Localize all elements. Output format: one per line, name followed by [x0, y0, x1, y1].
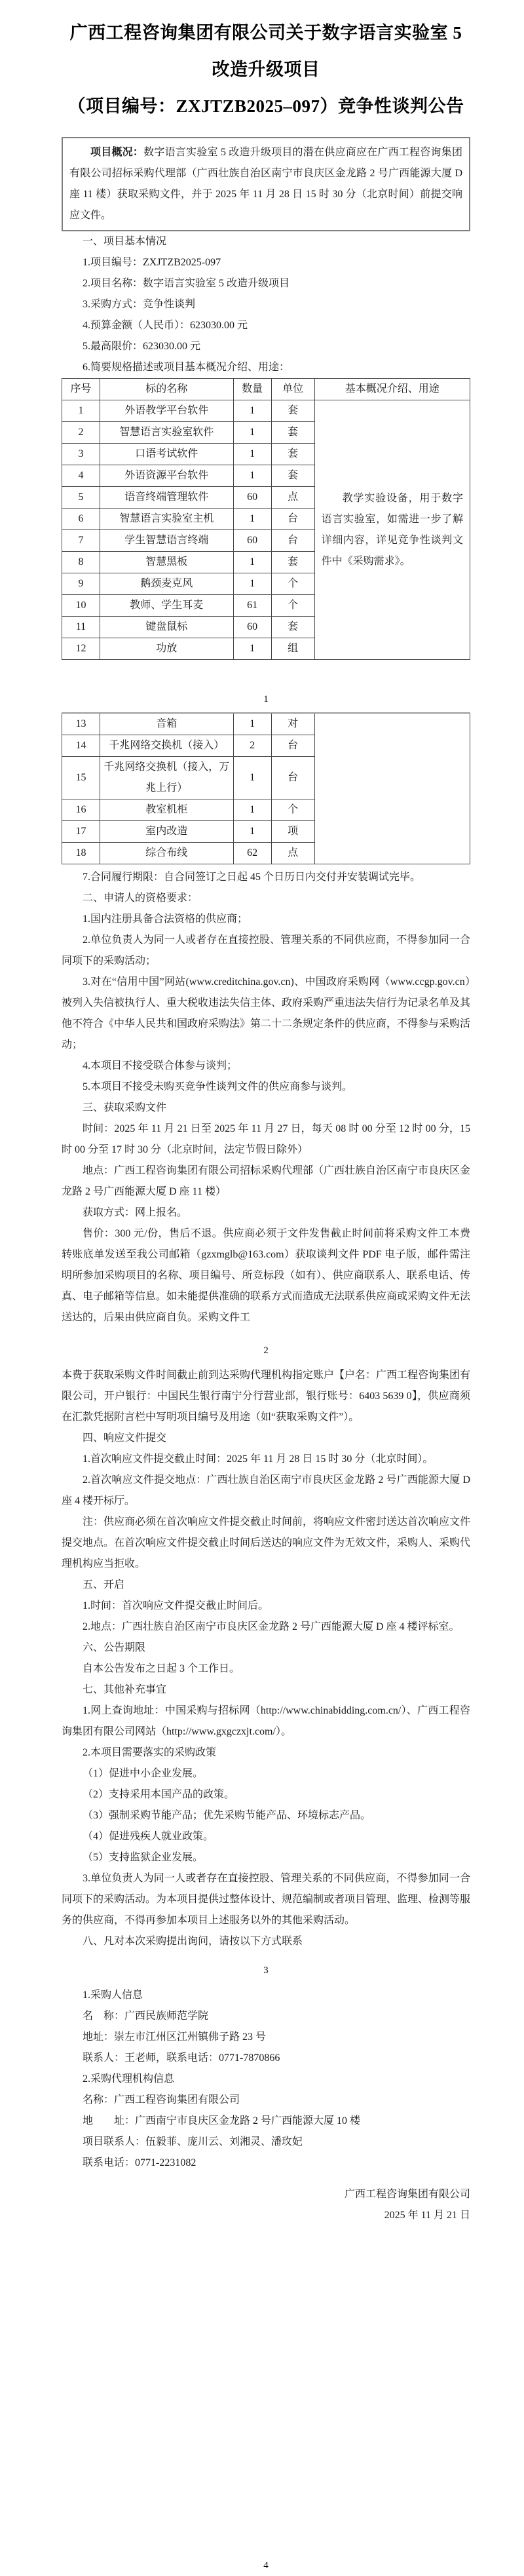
- item-name-cell: 教师、学生耳麦: [100, 595, 233, 617]
- document-title-line2: （项目编号：ZXJTZB2025–097）竞争性谈判公告: [67, 96, 464, 116]
- paragraph: 2.项目名称：数字语言实验室 5 改造升级项目: [83, 278, 290, 289]
- item-name-cell: 音箱: [100, 713, 233, 735]
- paragraph: 五、开启: [83, 1579, 125, 1590]
- row-number-cell: 4: [62, 465, 100, 487]
- table-header-cell: 基本概况介绍、用途: [314, 379, 470, 400]
- table-header-cell: 单位: [271, 379, 314, 400]
- goods-table-page1: [62, 378, 470, 660]
- item-name-cell: 学生智慧语言终端: [100, 530, 233, 552]
- row-number-cell: 5: [62, 487, 100, 509]
- row-number-cell: 18: [62, 843, 100, 864]
- paragraph: 获取方式：网上报名。: [83, 1207, 188, 1218]
- row-number-cell: 10: [62, 595, 100, 617]
- item-name-cell: 教室机柜: [100, 799, 233, 821]
- item-unit-cell: 个: [271, 595, 314, 617]
- item-unit-cell: 台: [271, 735, 314, 757]
- page-number-3: 3: [263, 1965, 269, 1976]
- item-unit-cell: 对: [271, 713, 314, 735]
- item-unit-cell: 套: [271, 444, 314, 465]
- item-name-cell: 外语资源平台软件: [100, 465, 233, 487]
- paragraph: （5）支持监狱企业发展。: [83, 1852, 204, 1863]
- paragraph: 4.预算金额（人民币）：623030.00 元: [83, 320, 248, 331]
- paragraph: 注：供应商必须在首次响应文件提交截止时间前，将响应文件密封送达首次响应文件提交地点。在首次响应文件提交截止时间后送达的响应文件为无效文件，采购人、采购代理机构应当拒收。: [62, 1516, 471, 1569]
- paragraph: 3.单位负责人为同一人或者存在直接控股、管理关系的不同供应商，不得参加同一合同项下的采购活动。为本项目提供过整体设计、规范编制或者项目管理、监理、检测等服务的供应商，不得再参加本项目上述服务以外的其他采购活动。: [62, 1873, 471, 1926]
- section-basic-info: [62, 231, 470, 378]
- item-name-cell: 鹅颈麦克风: [100, 573, 233, 595]
- row-number-cell: 15: [62, 757, 100, 799]
- paragraph: 六、公告期限: [83, 1642, 146, 1653]
- paragraph: 七、其他补充事宜: [83, 1684, 167, 1695]
- table-row: [62, 400, 470, 422]
- paragraph: 1.首次响应文件提交截止时间：2025 年 11 月 28 日 15 时 30 分（北京时间）。: [83, 1453, 434, 1465]
- item-name-cell: 键盘鼠标: [100, 617, 233, 638]
- paragraph: 1.时间：首次响应文件提交截止时间后。: [83, 1600, 269, 1611]
- paragraph: 6.简要规格描述或项目基本概况介绍、用途：: [83, 362, 290, 373]
- paragraph: （4）促进残疾人就业政策。: [83, 1831, 214, 1842]
- paragraph: 联系人：王老师，联系电话：0771-7870866: [83, 2052, 280, 2064]
- paragraph: 7.合同履行期限：自合同签订之日起 45 个日历日内交付并安装调试完毕。: [83, 872, 421, 883]
- document-title-line1: 广西工程咨询集团有限公司关于数字语言实验室 5 改造升级项目: [69, 23, 462, 79]
- project-overview-text: 数字语言实验室 5 改造升级项目的潜在供应商应在广西工程咨询集团有限公司招标采购代理部（广西壮族自治区南宁市良庆区金龙路 2 号广西能源大厦 D 座 11 楼）获取采购文件，并于 2025 年 11 月 28 日 15 时 30 分（北京时间）前提交响应文件。: [69, 147, 462, 221]
- row-number-cell: 6: [62, 509, 100, 530]
- row-number-cell: 17: [62, 821, 100, 843]
- item-name-cell: 功放: [100, 638, 233, 660]
- paragraph: 地点：广西工程咨询集团有限公司招标采购代理部（广西壮族自治区南宁市良庆区金龙路 2 号广西能源大厦 D 座 11 楼）: [62, 1165, 471, 1197]
- page-number-4: 4: [263, 2560, 269, 2571]
- item-unit-cell: 个: [271, 799, 314, 821]
- paragraph: 项目联系人：伍毅菲、庞川云、刘湘灵、潘玫妃: [83, 2136, 303, 2147]
- item-qty-cell: 1: [233, 573, 271, 595]
- item-note-cell: [314, 713, 470, 864]
- paragraph: 联系电话：0771-2231082: [83, 2157, 196, 2168]
- signature-company: 广西工程咨询集团有限公司: [344, 2189, 470, 2200]
- item-name-cell: 千兆网络交换机（接入，万兆上行）: [100, 757, 233, 799]
- paragraph: 自本公告发布之日起 3 个工作日。: [83, 1663, 240, 1674]
- row-number-cell: 9: [62, 573, 100, 595]
- item-qty-cell: 1: [233, 422, 271, 444]
- paragraph: 一、项目基本情况: [83, 236, 167, 247]
- item-qty-cell: 1: [233, 400, 271, 422]
- row-number-cell: 8: [62, 552, 100, 573]
- table-header-cell: 数量: [233, 379, 271, 400]
- item-name-cell: 智慧语言实验室软件: [100, 422, 233, 444]
- item-qty-cell: 60: [233, 530, 271, 552]
- paragraph: 八、凡对本次采购提出询问，请按以下方式联系: [83, 1936, 303, 1947]
- paragraph: 本费于获取采购文件时间截止前到达采购代理机构指定账户【户名：广西工程咨询集团有限公司，开户银行：中国民生银行南宁分行营业部，银行账号：6403 5639 0】，供应商须在汇款凭据附言栏中写明项目编号及用途（如“获取采购文件”）。: [62, 1370, 471, 1423]
- signature-date: 2025 年 11 月 21 日: [384, 2210, 470, 2221]
- row-number-cell: 2: [62, 422, 100, 444]
- item-name-cell: 口语考试软件: [100, 444, 233, 465]
- paragraph: 地址：崇左市江州区江州镇佛子路 23 号: [83, 2031, 267, 2043]
- row-number-cell: 7: [62, 530, 100, 552]
- row-number-cell: 12: [62, 638, 100, 660]
- item-qty-cell: 2: [233, 735, 271, 757]
- item-qty-cell: 1: [233, 757, 271, 799]
- paragraph: 1.国内注册具备合法资格的供应商；: [83, 913, 248, 925]
- project-overview-paragraph: [69, 142, 462, 226]
- item-qty-cell: 1: [233, 821, 271, 843]
- table-header-cell: 序号: [62, 379, 100, 400]
- item-qty-cell: 61: [233, 595, 271, 617]
- item-name-cell: 语音终端管理软件: [100, 487, 233, 509]
- item-qty-cell: 1: [233, 552, 271, 573]
- paragraph: 2.地点：广西壮族自治区南宁市良庆区金龙路 2 号广西能源大厦 D 座 4 楼评标室。: [83, 1621, 460, 1632]
- paragraph: 3.对在“信用中国”网站(www.creditchina.gov.cn)、中国政府采购网（www.ccgp.gov.cn）被列入失信被执行人、重大税收违法失信主体、政府采购严重违法失信行为记录名单及其他不符合《中华人民共和国政府采购法》第二十二条规定条件的供应商，不得参与采购活动；: [62, 976, 471, 1050]
- row-number-cell: 16: [62, 799, 100, 821]
- page-number-2: 2: [263, 1345, 269, 1356]
- paragraph: 二、申请人的资格要求：: [83, 893, 198, 904]
- paragraph: 2.单位负责人为同一人或者存在直接控股、管理关系的不同供应商，不得参加同一合同项下的采购活动；: [62, 934, 470, 967]
- item-name-cell: 千兆网络交换机（接入）: [100, 735, 233, 757]
- item-qty-cell: 60: [233, 487, 271, 509]
- paragraph: 售价：300 元/份，售后不退。供应商必须于文件发售截止时间前将采购文件工本费转账底单发送至我公司邮箱（gzxmglb@163.com）获取谈判文件 PDF 电子版，邮件需注明所参加采购项目的名称、项目编号、所竞标段（如有）、供应商联系人、联系电话、传真、电子邮箱等信息。如未能提供准确的联系方式而造成无法联系供应商或采购文件无法送达的，后果由供应商自负。采购文件工: [62, 1228, 471, 1323]
- item-unit-cell: 台: [271, 757, 314, 799]
- section-requirements-and-documents: [62, 867, 470, 1328]
- paragraph: 地 址：广西南宁市良庆区金龙路 2 号广西能源大厦 10 楼: [83, 2115, 361, 2126]
- paragraph: 5.本项目不接受未购买竞争性谈判文件的供应商参与谈判。: [83, 1081, 353, 1092]
- paragraph: 1.项目编号：ZXJTZB2025-097: [83, 257, 221, 268]
- paragraph: 四、响应文件提交: [83, 1432, 167, 1444]
- item-note-cell: 教学实验设备，用于数字语言实验室，如需进一步了解详细内容，详见竞争性谈判文件中《采购需求》。: [314, 400, 470, 660]
- item-unit-cell: 个: [271, 573, 314, 595]
- row-number-cell: 13: [62, 713, 100, 735]
- paragraph: 名 称：广西民族师范学院: [83, 2010, 209, 2022]
- section-contact-info: [62, 1985, 470, 2174]
- row-number-cell: 3: [62, 444, 100, 465]
- paragraph: （3）强制采购节能产品；优先采购节能产品、环境标志产品。: [83, 1810, 371, 1821]
- item-unit-cell: 套: [271, 422, 314, 444]
- item-qty-cell: 1: [233, 638, 271, 660]
- item-unit-cell: 项: [271, 821, 314, 843]
- goods-table-page2: [62, 712, 470, 864]
- paragraph: 1.采购人信息: [83, 1990, 143, 2001]
- item-unit-cell: 台: [271, 530, 314, 552]
- item-name-cell: 综合布线: [100, 843, 233, 864]
- item-name-cell: 室内改造: [100, 821, 233, 843]
- paragraph: （1）促进中小企业发展。: [83, 1768, 204, 1779]
- paragraph: （2）支持采用本国产品的政策。: [83, 1789, 235, 1800]
- table-row: [62, 713, 470, 735]
- project-overview-label: 项目概况：: [90, 147, 144, 158]
- row-number-cell: 1: [62, 400, 100, 422]
- item-qty-cell: 1: [233, 799, 271, 821]
- item-unit-cell: 套: [271, 465, 314, 487]
- item-unit-cell: 组: [271, 638, 314, 660]
- item-qty-cell: 1: [233, 444, 271, 465]
- paragraph: 三、获取采购文件: [83, 1102, 167, 1113]
- row-number-cell: 14: [62, 735, 100, 757]
- item-name-cell: 外语教学平台软件: [100, 400, 233, 422]
- table-header-row: [62, 379, 470, 400]
- item-unit-cell: 点: [271, 843, 314, 864]
- item-qty-cell: 1: [233, 509, 271, 530]
- item-name-cell: 智慧语言实验室主机: [100, 509, 233, 530]
- paragraph: 名称：广西工程咨询集团有限公司: [83, 2094, 240, 2105]
- item-unit-cell: 台: [271, 509, 314, 530]
- project-overview-box: [62, 137, 470, 231]
- item-qty-cell: 1: [233, 465, 271, 487]
- paragraph: 4.本项目不接受联合体参与谈判；: [83, 1060, 238, 1071]
- paragraph: 5.最高限价：623030.00 元: [83, 341, 201, 352]
- item-name-cell: 智慧黑板: [100, 552, 233, 573]
- item-unit-cell: 套: [271, 552, 314, 573]
- paragraph: 2.首次响应文件提交地点：广西壮族自治区南宁市良庆区金龙路 2 号广西能源大厦 D 座 4 楼开标厅。: [62, 1474, 470, 1507]
- paragraph: 3.采购方式：竞争性谈判: [83, 299, 196, 310]
- paragraph: 2.采购代理机构信息: [83, 2073, 175, 2085]
- item-qty-cell: 1: [233, 713, 271, 735]
- item-unit-cell: 点: [271, 487, 314, 509]
- paragraph: 时间：2025 年 11 月 21 日至 2025 年 11 月 27 日，每天 08 时 00 分至 12 时 00 分，15 时 00 分至 17 时 30 分（北京时间，法定节假日除外）: [62, 1123, 470, 1155]
- item-qty-cell: 62: [233, 843, 271, 864]
- item-unit-cell: 套: [271, 400, 314, 422]
- section-submission-and-policies: [62, 1365, 470, 1952]
- item-unit-cell: 套: [271, 617, 314, 638]
- row-number-cell: 11: [62, 617, 100, 638]
- page-number-1: 1: [263, 694, 269, 704]
- table-header-cell: 标的名称: [100, 379, 233, 400]
- item-qty-cell: 60: [233, 617, 271, 638]
- paragraph: 2.本项目需要落实的采购政策: [83, 1747, 217, 1758]
- paragraph: 1.网上查询地址：中国采购与招标网（http://www.chinabidding.com.cn/）、广西工程咨询集团有限公司网站（http://www.gxgczxjt.com/）。: [62, 1705, 470, 1737]
